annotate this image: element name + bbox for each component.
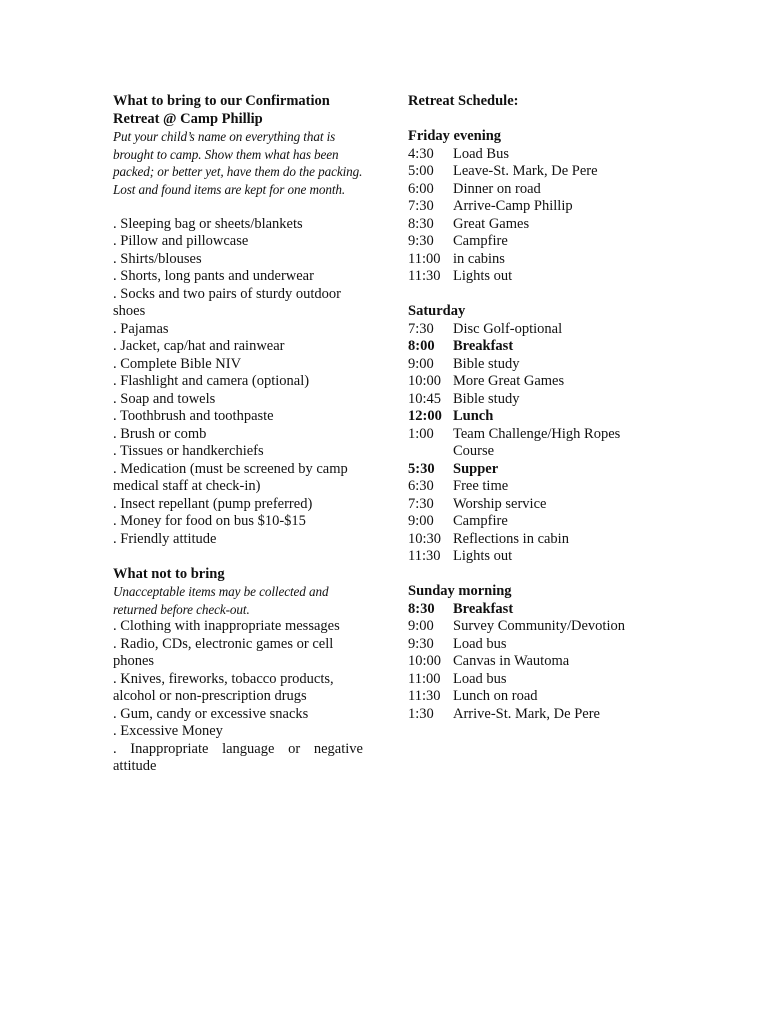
bring-title: What to bring to our Confirmation Retreat @ Camp Phillip [113,93,330,127]
schedule-time: 8:30 [408,600,435,617]
schedule-time: 8:00 [408,338,435,354]
schedule-row [408,496,658,514]
list-item: . Medication (must be screened by camp medical staff at check-in) [113,460,348,494]
list-item: . Insect repellant (pump preferred) [113,495,313,512]
list-item: . Gum, candy or excessive snacks [113,705,309,722]
schedule-event: Reflections in cabin [453,530,569,547]
list-item: . Flashlight and camera (optional) [113,373,310,389]
schedule-row [408,688,658,706]
schedule-row [408,653,658,671]
list-item: . Money for food on bus $10-$15 [113,513,306,529]
schedule-days [408,128,658,723]
schedule-row [408,233,658,251]
schedule-time: 5:30 [408,460,435,477]
schedule-day-heading: Sunday morning [408,583,512,599]
schedule-event: Lunch [453,408,494,424]
schedule-event: Survey Community/Devotion [453,618,625,634]
schedule-time: 11:30 [408,688,441,704]
schedule-row [408,356,658,374]
schedule-row [408,408,658,426]
schedule-time: 7:30 [408,198,434,214]
not-bring-list [113,618,363,776]
schedule-time: 10:45 [408,390,442,407]
list-item: . Shorts, long pants and underwear [113,268,314,284]
list-item: . Socks and two pairs of sturdy outdoor shoes [113,285,341,319]
schedule-time: 10:00 [408,653,442,669]
schedule-event: Bible study [453,355,520,372]
spacer [113,198,363,216]
schedule-event: More Great Games [453,373,565,389]
schedule-row [408,478,658,496]
schedule-event: Arrive-St. Mark, De Pere [453,705,600,722]
schedule-time: 7:30 [408,495,434,512]
schedule-event: Great Games [453,215,530,232]
schedule-time: 9:30 [408,635,434,652]
schedule-row [408,618,658,636]
not-bring-intro: Unacceptable items may be collected and returned before check-out. [113,584,329,617]
schedule-row [408,181,658,199]
schedule-time: 9:00 [408,618,434,634]
spacer [408,566,658,584]
schedule-row [408,636,658,654]
spacer [408,111,658,129]
schedule-event: Leave-St. Mark, De Pere [453,163,598,179]
schedule-time: 7:30 [408,320,434,337]
schedule-event: Arrive-Camp Phillip [453,198,573,214]
schedule-day [408,128,658,286]
schedule-row [408,373,658,391]
list-item: . Shirts/blouses [113,250,202,267]
schedule-time: 6:00 [408,180,434,197]
schedule-event: in cabins [453,250,505,267]
list-item: . Pajamas [113,320,169,337]
schedule-time: 8:30 [408,215,434,232]
schedule-title: Retreat Schedule: [408,93,519,109]
schedule-row [408,146,658,164]
schedule-row [408,461,658,479]
list-item: . Soap and towels [113,390,216,407]
schedule-event: Lunch on road [453,688,538,704]
schedule-time: 11:30 [408,548,441,564]
schedule-event: Campfire [453,513,508,529]
schedule-time: 1:00 [408,425,434,442]
schedule-time: 11:30 [408,268,441,284]
list-item: . Brush or comb [113,425,207,442]
spacer [113,548,363,566]
schedule-time: 11:00 [408,250,441,267]
schedule-time: 1:30 [408,705,434,722]
schedule-row [408,338,658,356]
schedule-event: Worship service [453,495,547,512]
schedule-event: Load bus [453,635,507,652]
schedule-row [408,251,658,269]
list-item: . Toothbrush and toothpaste [113,408,274,424]
schedule-row [408,513,658,531]
schedule-event: Breakfast [453,600,514,617]
schedule-row [408,531,658,549]
schedule-time: 10:30 [408,530,442,547]
schedule-time: 4:30 [408,145,434,162]
schedule-time: 10:00 [408,373,442,389]
schedule-row [408,426,658,461]
schedule-day [408,583,658,723]
schedule-row [408,706,658,724]
schedule-event: Team Challenge/High Ropes Course [453,425,621,459]
schedule-row [408,163,658,181]
schedule-day-heading: Friday evening [408,128,502,144]
schedule-event: Campfire [453,233,508,249]
schedule-event: Lights out [453,268,513,284]
schedule-row [408,268,658,286]
schedule-time: 9:30 [408,233,434,249]
schedule-time: 6:30 [408,478,434,494]
list-item: . Radio, CDs, electronic games or cell phones [113,635,334,669]
list-item: . Sleeping bag or sheets/blankets [113,215,303,232]
list-item: . Friendly attitude [113,530,217,547]
schedule-event: Canvas in Wautoma [453,653,570,669]
schedule-day [408,303,658,566]
list-item: . Pillow and pillowcase [113,233,249,249]
schedule-day-heading: Saturday [408,303,466,319]
schedule-time: 9:00 [408,355,434,372]
schedule-event: Breakfast [453,338,514,354]
list-item: . Inappropriate language or negative attitude [113,740,363,774]
schedule-row [408,671,658,689]
list-item: . Complete Bible NIV [113,355,242,372]
schedule-row [408,321,658,339]
list-item: . Knives, fireworks, tobacco products, alcohol or non-prescription drugs [113,670,334,704]
not-bring-title: What not to bring [113,565,225,582]
bring-intro: Put your child’s name on everything that is brought to camp. Show them what has been packed; or better yet, have them do the packing. Lost and found items are kept for one month. [113,129,363,197]
schedule-time: 5:00 [408,163,434,179]
schedule-event: Supper [453,460,499,477]
schedule-time: 12:00 [408,408,442,424]
schedule-event: Dinner on road [453,180,541,197]
schedule-row [408,216,658,234]
schedule-row [408,548,658,566]
schedule-row [408,601,658,619]
schedule-row [408,198,658,216]
bring-list [113,216,363,549]
schedule-row [408,391,658,409]
spacer [408,286,658,304]
list-item: . Excessive Money [113,723,223,739]
schedule-event: Free time [453,478,509,494]
list-item: . Jacket, cap/hat and rainwear [113,338,285,354]
packing-column [113,93,363,776]
schedule-column [408,93,658,723]
schedule-event: Disc Golf-optional [453,320,563,337]
schedule-event: Load bus [453,670,507,687]
schedule-event: Bible study [453,390,520,407]
schedule-event: Load Bus [453,145,509,162]
list-item: . Tissues or handkerchiefs [113,443,264,459]
schedule-event: Lights out [453,548,513,564]
list-item: . Clothing with inappropriate messages [113,618,340,634]
schedule-time: 11:00 [408,670,441,687]
schedule-time: 9:00 [408,513,434,529]
